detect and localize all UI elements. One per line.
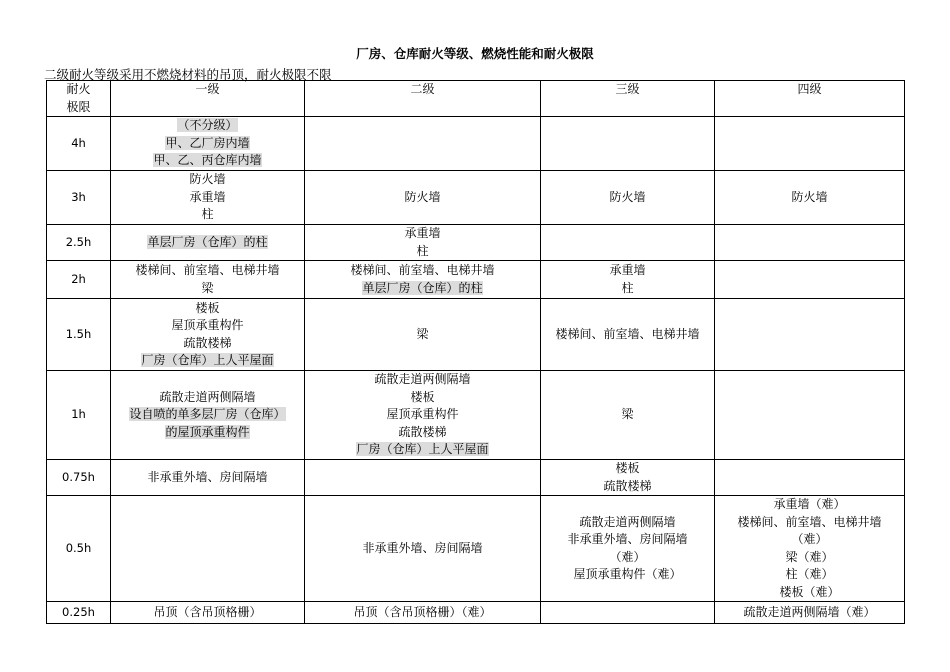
cell-line: 承重墙 <box>404 226 441 240</box>
cell-line: 一级 <box>195 82 220 96</box>
table-cell <box>305 261 541 299</box>
cell-line: 楼梯间、前室墙、电梯井墙 <box>135 263 280 277</box>
table-cell <box>111 117 305 171</box>
cell-line: 二级 <box>410 82 435 96</box>
cell-line: 梁 <box>201 280 214 295</box>
cell-line: 屋顶承重构件 <box>386 407 459 422</box>
rating-cell: 0.5h <box>47 496 111 602</box>
cell-line: 的屋顶承重构件 <box>165 424 250 439</box>
cell-line: 屋顶承重构件 <box>171 318 244 332</box>
cell-line: 梁 <box>416 326 429 341</box>
cell-line: 楼板 <box>195 300 220 315</box>
header-grade <box>305 81 541 117</box>
rating-cell: 1.5h <box>47 299 111 371</box>
cell-line: 甲、乙、丙仓库内墙 <box>153 153 262 168</box>
rating-cell: 1h <box>47 371 111 460</box>
cell-line: 防火墙 <box>609 189 646 204</box>
table-row <box>47 460 905 496</box>
cell-line: 吊顶（含吊顶格栅）（难） <box>353 604 492 619</box>
cell-line: 柱 <box>621 280 634 295</box>
table-cell <box>305 460 541 496</box>
table-cell <box>541 460 715 496</box>
rating-cell: 2h <box>47 261 111 299</box>
cell-line: 疏散楼梯 <box>603 478 652 493</box>
header-grade <box>715 81 905 117</box>
table-cell <box>305 602 541 624</box>
cell-line: 楼板（难） <box>779 584 840 599</box>
cell-line: 梁 <box>621 407 634 422</box>
cell-line: 防火墙 <box>404 189 441 204</box>
table-cell <box>715 371 905 460</box>
cell-line: 疏散走道两侧隔墙 <box>579 514 676 529</box>
cell-line: 甲、乙厂房内墙 <box>165 135 250 150</box>
rating-cell: 3h <box>47 171 111 225</box>
cell-line: 三级 <box>615 82 640 96</box>
table-cell <box>715 261 905 299</box>
cell-line: （难） <box>609 549 646 564</box>
table-row <box>47 496 905 602</box>
cell-line: 承重墙 <box>609 263 646 277</box>
table-cell <box>305 371 541 460</box>
table-cell <box>111 225 305 261</box>
table-cell <box>541 225 715 261</box>
table-cell <box>715 602 905 624</box>
table-row <box>47 171 905 225</box>
cell-line: 厂房（仓库）上人平屋面 <box>141 353 274 367</box>
header-grade <box>111 81 305 117</box>
cell-line: 楼梯间、前室墙、电梯井墙 <box>555 326 700 341</box>
table-cell <box>541 496 715 602</box>
cell-line: 柱（难） <box>785 567 834 581</box>
table-cell <box>111 602 305 624</box>
cell-line: 防火墙 <box>791 189 828 204</box>
rating-cell: 0.25h <box>47 602 111 624</box>
cell-line: 疏散走道两侧隔墙 <box>159 389 256 404</box>
cell-line: 单层厂房（仓库）的柱 <box>147 234 268 249</box>
table-cell <box>111 299 305 371</box>
table-row <box>47 261 905 299</box>
cell-line: 楼板 <box>615 461 640 475</box>
cell-line: 防火墙 <box>189 172 226 187</box>
cell-line: 设自喷的单多层厂房（仓库） <box>129 407 286 422</box>
cell-line: 非承重外墙、房间隔墙 <box>147 469 268 484</box>
cell-line: 四级 <box>797 82 822 96</box>
table-cell <box>715 460 905 496</box>
fire-rating-table <box>46 80 905 624</box>
table-cell <box>541 171 715 225</box>
table-cell <box>111 460 305 496</box>
cell-line: 耐火 <box>66 82 91 96</box>
cell-line: 疏散走道两侧隔墙（难） <box>743 604 876 619</box>
table-cell <box>111 371 305 460</box>
cell-line: 梁（难） <box>785 549 834 564</box>
table-cell <box>111 261 305 299</box>
header-row <box>47 81 905 117</box>
table-row <box>47 371 905 460</box>
cell-line: 极限 <box>66 99 91 114</box>
table-cell <box>715 117 905 171</box>
table-cell <box>541 299 715 371</box>
header-grade <box>541 81 715 117</box>
table-cell <box>715 299 905 371</box>
table-row <box>47 299 905 371</box>
table-cell <box>715 225 905 261</box>
cell-line: 疏散楼梯 <box>398 424 447 439</box>
cell-line: 厂房（仓库）上人平屋面 <box>356 442 489 457</box>
note-text: 二级耐火等级采用不燃烧材料的吊顶，耐火极限不限 <box>44 67 332 82</box>
table-cell <box>541 261 715 299</box>
page-title: 厂房、仓库耐火等级、燃烧性能和耐火极限 <box>356 46 594 61</box>
cell-line: （难） <box>791 532 828 546</box>
cell-line: 吊顶（含吊顶格栅） <box>153 604 262 619</box>
cell-line: 柱 <box>416 243 429 258</box>
rating-cell: 0.75h <box>47 460 111 496</box>
cell-line: 屋顶承重构件（难） <box>573 567 682 581</box>
header-rating <box>47 81 111 117</box>
rating-cell: 2.5h <box>47 225 111 261</box>
table-cell <box>305 117 541 171</box>
cell-line: 非承重外墙、房间隔墙 <box>567 532 688 546</box>
table-cell <box>305 299 541 371</box>
table-cell <box>541 602 715 624</box>
table-cell <box>305 225 541 261</box>
table-cell <box>715 171 905 225</box>
cell-line: 楼梯间、前室墙、电梯井墙 <box>737 514 882 529</box>
table-cell <box>111 171 305 225</box>
cell-line: 疏散走道两侧隔墙 <box>374 372 471 387</box>
rating-cell: 4h <box>47 117 111 171</box>
cell-line: 承重墙 <box>189 189 226 204</box>
cell-line: 楼梯间、前室墙、电梯井墙 <box>350 263 495 277</box>
cell-line: 楼板 <box>410 389 435 404</box>
cell-line: 单层厂房（仓库）的柱 <box>362 280 483 295</box>
table-cell <box>305 496 541 602</box>
table-cell <box>305 171 541 225</box>
cell-line: （不分级） <box>177 118 238 133</box>
table-cell <box>541 117 715 171</box>
table-row <box>47 602 905 624</box>
table-cell <box>541 371 715 460</box>
cell-line: 非承重外墙、房间隔墙 <box>362 540 483 555</box>
table-cell <box>715 496 905 602</box>
table-cell <box>111 496 305 602</box>
cell-line: 承重墙（难） <box>773 497 846 511</box>
table-row <box>47 117 905 171</box>
cell-line: 柱 <box>201 207 214 222</box>
table-row <box>47 225 905 261</box>
cell-line: 疏散楼梯 <box>183 335 232 350</box>
